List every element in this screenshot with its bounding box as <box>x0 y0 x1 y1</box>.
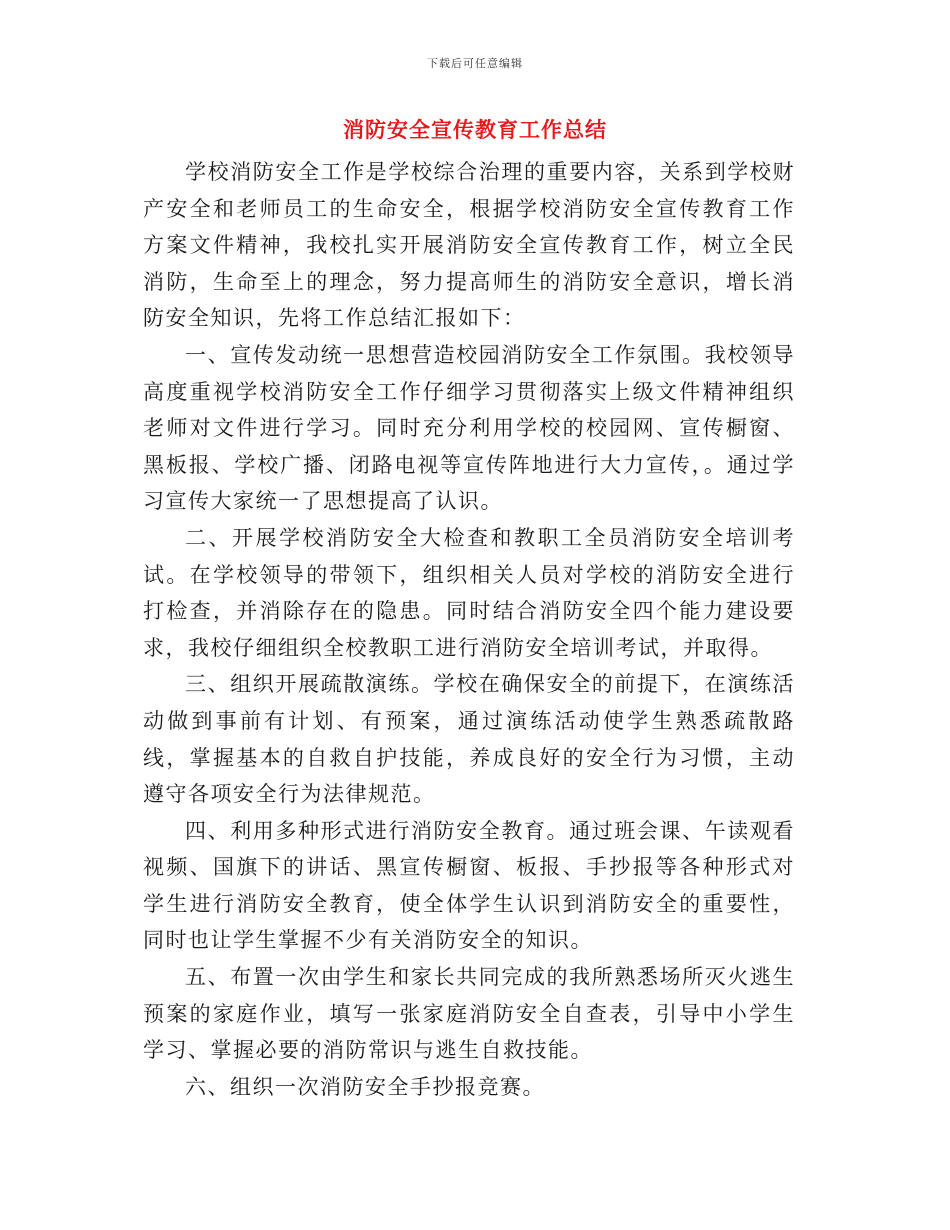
paragraph-section-5: 五、布置一次由学生和家长共同完成的我所熟悉场所灭火逃生预案的家庭作业，填写一张家庭消防安全自查表，引导中小学生学习、掌握必要的消防常识与逃生自救技能。 <box>143 965 795 1063</box>
paragraph-intro: 学校消防安全工作是学校综合治理的重要内容，关系到学校财产安全和老师员工的生命安全，根据学校消防安全宣传教育工作方案文件精神，我校扎实开展消防安全宣传教育工作，树立全民消防，生命至上的理念，努力提高师生的消防安全意识，增长消防安全知识，先将工作总结汇报如下： <box>143 160 795 331</box>
paragraph-section-4: 四、利用多种形式进行消防安全教育。通过班会课、午读观看视频、国旗下的讲话、黑宣传橱窗、板报、手抄报等各种形式对学生进行消防安全教育，使全体学生认识到消防安全的重要性，同时也让学生掌握不少有关消防安全的知识。 <box>143 818 795 953</box>
document-title: 消防安全宣传教育工作总结 <box>343 117 607 142</box>
paragraph-section-3: 三、组织开展疏散演练。学校在确保安全的前提下，在演练活动做到事前有计划、有预案，通过演练活动使学生熟悉疏散路线，掌握基本的自救自护技能，养成良好的安全行为习惯，主动遵守各项安全行为法律规范。 <box>143 672 795 807</box>
paragraph-section-1: 一、宣传发动统一思想营造校园消防安全工作氛围。我校领导高度重视学校消防安全工作仔细学习贯彻落实上级文件精神组织老师对文件进行学习。同时充分利用学校的校园网、宣传橱窗、黑板报、学校广播、闭路电视等宣传阵地进行大力宣传，。通过学习宣传大家统一了思想提高了认识。 <box>143 342 795 514</box>
paragraph-section-6: 六、组织一次消防安全手抄报竞赛。 <box>185 1074 545 1099</box>
paragraph-section-2: 二、开展学校消防安全大检查和教职工全员消防安全培训考试。在学校领导的带领下，组织相关人员对学校的消防安全进行打检查，并消除存在的隐患。同时结合消防安全四个能力建设要求，我校仔细组织全校教职工进行消防安全培训考试，并取得。 <box>143 525 795 660</box>
document-body <box>143 154 795 1105</box>
header-note: 下载后可任意编辑 <box>427 57 523 70</box>
